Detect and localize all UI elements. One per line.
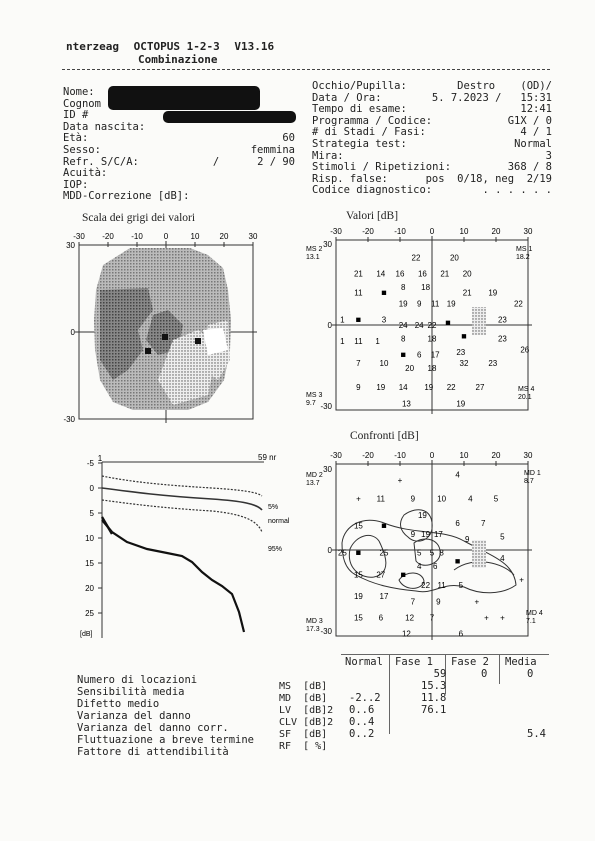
x-tick-label: 30: [248, 232, 258, 241]
patient-label: MDD-Correzione [dB]:: [63, 190, 190, 203]
compare-point: +: [519, 575, 524, 585]
exam-row: [312, 92, 552, 104]
bebie-tick: 10: [85, 534, 94, 543]
compare-point: 7: [410, 597, 416, 607]
value-point: 21: [462, 288, 472, 298]
indices-codes: [279, 681, 333, 753]
compare-point: 17: [433, 529, 443, 539]
compare-point: 17: [379, 591, 389, 601]
index-fase2-cell: [481, 680, 487, 692]
x-tick-label: 20: [491, 451, 501, 460]
compare-point: 6: [458, 629, 464, 639]
compare-point: ■: [381, 520, 387, 531]
compare-point: 12: [401, 629, 411, 639]
value-point: 21: [440, 269, 450, 279]
compare-point: 19: [417, 510, 427, 520]
x-tick-label: 10: [459, 451, 469, 460]
col-fase1: [421, 668, 446, 752]
x-tick-label: 0: [429, 227, 435, 236]
compare-point: 9: [410, 494, 416, 504]
header-fase2: Fase 2: [451, 656, 489, 668]
patient-value: 60: [282, 132, 295, 145]
corner-value: 7.1: [526, 618, 536, 625]
value-point: 14: [398, 383, 408, 393]
index-fase2-cell: [481, 728, 487, 740]
value-point: 23: [497, 315, 507, 325]
value-point: 6: [416, 350, 422, 360]
bebie-5pct: 5%: [268, 504, 279, 511]
compare-point: 7: [480, 519, 486, 528]
value-point: 19: [488, 288, 498, 298]
grayscale-field: [94, 248, 231, 410]
exam-label: Risp. false:: [312, 172, 388, 185]
values-title: Valori [dB]: [346, 210, 399, 222]
value-point: 11: [354, 337, 363, 347]
index-name: Fluttuazione a breve termine: [77, 734, 255, 746]
compare-point: 4: [500, 554, 505, 564]
col-media: [527, 668, 546, 752]
exam-row: [312, 173, 552, 185]
exam-value: 3: [545, 149, 552, 162]
bebie-top-right: 59 nr: [258, 453, 277, 462]
header-fase1: Fase 1: [395, 656, 433, 668]
corner-label: MD 4: [526, 610, 543, 617]
value-point: 1: [375, 337, 380, 347]
exam-label: Stimoli / Ripetizioni:: [312, 161, 452, 174]
value-point: 19: [424, 383, 434, 393]
bebie-patient-curve: [102, 520, 244, 632]
patient-row: [63, 179, 295, 191]
corner-label: MD 3: [306, 618, 323, 625]
index-fase1-cell: 59: [433, 668, 447, 680]
header-divider: [62, 69, 550, 70]
value-point: 22: [427, 321, 437, 330]
x-tick-label: 10: [459, 227, 469, 236]
index-name: Numero di locazioni: [77, 674, 198, 686]
compare-point: 5: [500, 532, 505, 542]
mode-label: Combinazione: [138, 53, 218, 66]
index-media-cell: [527, 716, 546, 728]
value-point: 24: [398, 321, 408, 330]
value-point: 13: [401, 399, 411, 409]
value-point: 26: [520, 345, 530, 355]
x-tick-label: -30: [330, 227, 342, 236]
value-point: 24: [414, 321, 424, 330]
value-point: ■: [461, 330, 467, 341]
corner-label: MD 1: [524, 470, 541, 477]
patient-label: Età:: [63, 132, 89, 145]
corner-value: 13.1: [306, 254, 320, 261]
compare-point: +: [474, 597, 480, 607]
index-code: LV [dB]2: [279, 705, 334, 716]
x-tick-label: 20: [219, 232, 229, 241]
patient-label: Data nascita:: [63, 120, 146, 133]
value-point: ■: [400, 349, 406, 360]
bebie-tick: 20: [85, 584, 94, 593]
compare-points: [338, 470, 524, 638]
compare-point: 22: [421, 581, 431, 591]
compare-point: 4: [416, 562, 422, 572]
index-normal-cell: 0..6: [349, 704, 375, 716]
value-point: 19: [398, 299, 408, 309]
index-fase1-cell: [421, 716, 446, 728]
col-normal: [349, 668, 381, 752]
x-tick-label: -20: [362, 451, 374, 460]
value-point: 19: [456, 399, 466, 409]
value-point: 3: [381, 315, 387, 325]
compare-point: 11: [376, 494, 385, 504]
bebie-ylabel: [dB]: [80, 631, 93, 638]
value-point: 18: [427, 334, 437, 344]
corner-value: 13.7: [306, 480, 320, 487]
value-point: 19: [376, 383, 386, 393]
index-code: MD [dB]: [279, 693, 328, 704]
index-fase2-cell: [481, 704, 487, 716]
index-media-cell: [527, 740, 546, 752]
value-point: 32: [459, 358, 469, 368]
compare-point: 9: [464, 535, 470, 545]
compare-point: 19: [353, 591, 363, 601]
exam-value: G1X / 0: [507, 114, 552, 127]
exam-value: 4 / 1: [520, 126, 552, 139]
indices-names: [77, 674, 254, 758]
value-point: ■: [381, 287, 387, 298]
compare-point: 5: [416, 548, 422, 558]
corner-label: MS 1: [516, 246, 533, 253]
index-normal-cell: -2..2: [349, 692, 381, 704]
header-media: Media: [505, 656, 537, 668]
y-tick-label: 30: [323, 465, 332, 474]
value-point: 18: [427, 364, 437, 374]
x-tick-label: 0: [429, 451, 435, 460]
exam-value: . . . . . .: [482, 184, 552, 197]
exam-value: 12:41: [520, 103, 552, 116]
compare-point: 27: [376, 570, 386, 580]
compare-point: 5: [493, 494, 499, 504]
exam-value: 5. 7.2023 / 15:31: [431, 91, 552, 104]
values-points: [340, 254, 530, 409]
compare-point: 19: [421, 529, 431, 539]
values-map: [304, 225, 554, 420]
exam-label: Occhio/Pupilla:: [312, 80, 407, 92]
index-name: Difetto medio: [77, 698, 160, 710]
exam-value: Normal: [514, 137, 552, 150]
compare-point: 5: [458, 581, 464, 591]
x-tick-label: 20: [491, 227, 501, 236]
bebie-tick: 25: [85, 609, 94, 618]
bebie-curve-chart: [72, 452, 297, 642]
index-normal-cell: 0..2: [349, 728, 375, 740]
compare-point: 25: [379, 548, 389, 558]
product-name: OCTOPUS 1-2-3: [133, 40, 220, 53]
exam-value: pos 0/18, neg 2/19: [425, 172, 552, 185]
indices-table: [341, 654, 549, 789]
corner-value: 20.1: [518, 394, 532, 401]
compare-point: ■: [355, 547, 362, 558]
index-code: CLV [dB]2: [279, 717, 334, 728]
exam-label: Tempo di esame:: [312, 103, 407, 116]
value-point: 23: [488, 358, 498, 368]
compare-point: 6: [378, 613, 384, 623]
x-tick-label: -30: [73, 232, 85, 241]
exam-label: Mira:: [312, 149, 344, 162]
index-fase2-cell: [481, 716, 487, 728]
y-tick-label: 0: [327, 321, 332, 330]
index-media-cell: [527, 680, 546, 692]
compare-point: ■: [400, 569, 406, 580]
x-tick-label: -10: [394, 227, 406, 236]
index-fase1-cell: [421, 728, 446, 740]
value-point: 18: [421, 283, 431, 293]
compare-point: +: [500, 613, 505, 623]
index-normal-cell: [349, 740, 381, 752]
value-point: 27: [475, 383, 485, 393]
x-tick-label: 30: [523, 227, 533, 236]
corner-label: MS 4: [518, 386, 535, 393]
value-point: 10: [379, 358, 389, 368]
index-fase1-cell: 15.3: [421, 680, 447, 692]
value-point: 8: [400, 283, 406, 293]
index-normal-cell: [349, 668, 381, 680]
index-name: Varianza del danno: [77, 710, 191, 722]
x-tick-label: -10: [394, 451, 406, 460]
col-fase2: [481, 668, 487, 752]
compare-point: +: [397, 475, 403, 485]
exam-value: Destro (OD)/: [457, 80, 552, 92]
grayscale-map: [58, 230, 273, 425]
value-point: 1: [340, 315, 345, 325]
index-fase1-cell: [421, 740, 446, 752]
x-tick-label: -10: [131, 232, 143, 241]
compare-point: +: [356, 494, 361, 504]
redacted-id: [163, 111, 296, 123]
exam-value: 368 / 8: [507, 161, 552, 174]
value-point: ■: [445, 317, 451, 328]
corner-label: MS 2: [306, 246, 323, 253]
value-point: 22: [411, 253, 421, 263]
index-normal-cell: [349, 680, 381, 692]
compare-point: ■: [454, 555, 461, 566]
x-tick-label: -20: [362, 227, 374, 236]
patient-label: Refr. S/C/A:: [63, 155, 139, 168]
value-point: 22: [513, 299, 523, 309]
brand-name: nterzeag: [66, 40, 119, 53]
bebie-upper-band: [102, 476, 262, 496]
exam-row: [312, 184, 552, 196]
compare-point: +: [484, 613, 489, 623]
bebie-normal-curve: [102, 488, 262, 510]
x-tick-label: 30: [523, 451, 533, 460]
compare-point: 4: [468, 494, 473, 504]
value-point: 20: [449, 253, 459, 263]
value-point: 7: [356, 358, 361, 368]
value-point: 21: [353, 269, 363, 279]
value-point: 9: [416, 299, 422, 309]
index-fase2-cell: [481, 692, 487, 704]
value-point: ■: [355, 314, 362, 325]
corner-value: 17.3: [306, 626, 320, 633]
corner-value: 18.2: [516, 254, 530, 261]
x-tick-label: 0: [163, 232, 169, 241]
exam-info: [312, 80, 552, 196]
compare-point: 6: [455, 519, 460, 528]
value-point: 23: [456, 348, 466, 357]
value-point: 9: [356, 383, 361, 393]
compare-point: 11: [437, 581, 446, 591]
grayscale-title: Scala dei grigi dei valori: [82, 212, 196, 224]
exam-label: Programma / Codice:: [312, 114, 433, 127]
bebie-tick: 5: [89, 509, 94, 518]
value-point: 22: [446, 383, 456, 393]
y-tick-label: -30: [320, 402, 332, 411]
patient-label: Cognom: [63, 97, 101, 110]
index-name: Fattore di attendibilità: [77, 746, 229, 758]
patient-label: Acuità:: [63, 167, 108, 180]
patient-row: [63, 167, 295, 179]
index-code: MS [dB]: [279, 681, 328, 692]
compare-point: 6: [432, 562, 438, 572]
exam-row: [312, 80, 552, 92]
bebie-normal: normal: [268, 518, 290, 525]
exam-row: [312, 126, 552, 138]
compare-point: 15: [353, 570, 363, 580]
compare-point: 15: [353, 613, 363, 623]
exam-label: Codice diagnostico:: [312, 184, 433, 197]
y-tick-label: -30: [320, 627, 332, 636]
value-point: 11: [431, 299, 440, 309]
value-point: 20: [462, 269, 472, 279]
x-tick-label: 10: [190, 232, 200, 241]
x-tick-label: -20: [102, 232, 114, 241]
bebie-tick: 0: [89, 484, 94, 493]
index-media-cell: 0: [527, 668, 534, 680]
exam-label: Strategia test:: [312, 137, 407, 150]
exam-label: Data / Ora:: [312, 91, 382, 104]
bebie-lower-band: [102, 500, 262, 532]
exam-row: [312, 103, 552, 115]
value-point: 14: [376, 269, 386, 279]
compare-point: 5: [429, 548, 435, 558]
bebie-95pct: 95%: [268, 546, 283, 553]
exam-row: [312, 138, 552, 150]
value-point: 19: [446, 299, 456, 309]
index-media-cell: 5.4: [527, 728, 546, 740]
redacted-name: [108, 86, 260, 110]
bebie-tick: 15: [85, 559, 94, 568]
bebie-top-left: 1: [97, 454, 103, 463]
compare-point: 12: [405, 613, 415, 623]
corner-label: MD 2: [306, 472, 323, 479]
exam-label: # di Stadi / Fasi:: [312, 126, 426, 139]
index-fase2-cell: [481, 740, 487, 752]
compare-point: 10: [437, 494, 447, 504]
value-point: 17: [430, 350, 440, 360]
index-fase1-cell: 76.1: [421, 704, 447, 716]
compare-point: 9: [410, 529, 416, 539]
index-media-cell: [527, 692, 546, 704]
y-tick-label: 0: [70, 328, 75, 337]
value-point: 16: [395, 269, 405, 279]
value-point: 8: [400, 334, 406, 344]
index-normal-cell: 0..4: [349, 716, 375, 728]
compare-point: 15: [353, 521, 363, 531]
corner-label: MS 3: [306, 392, 323, 399]
index-fase2-cell: 0: [481, 668, 488, 680]
compare-point: 4: [455, 470, 460, 480]
patient-label: Nome:: [63, 86, 95, 98]
y-tick-label: 30: [323, 240, 332, 249]
patient-label: IOP:: [63, 178, 89, 191]
header-normal: Normal: [345, 656, 383, 668]
index-code: RF [ %]: [279, 741, 328, 752]
value-point: 1: [340, 337, 345, 347]
compare-map: [304, 445, 554, 645]
compare-point: 9: [436, 597, 441, 607]
compare-point: 8: [439, 548, 444, 558]
index-code: SF [dB]: [279, 729, 328, 740]
patient-row: [63, 190, 295, 202]
index-fase1-cell: 11.8: [421, 692, 447, 704]
value-point: 16: [417, 269, 427, 279]
brand-line: [66, 40, 274, 53]
index-name: Varianza del danno corr.: [77, 722, 229, 734]
corner-value: 9.7: [306, 400, 316, 407]
y-tick-label: -30: [63, 415, 75, 424]
exam-row: [312, 161, 552, 173]
x-tick-label: -30: [330, 451, 342, 460]
index-media-cell: [527, 704, 546, 716]
compare-point: 7: [429, 613, 435, 623]
version-label: V13.16: [234, 40, 275, 53]
patient-value: femmina: [250, 143, 295, 156]
compare-title: Confronti [dB]: [350, 430, 419, 442]
patient-row: [63, 132, 295, 144]
patient-label: Sesso:: [63, 143, 101, 156]
compare-point: 25: [337, 548, 347, 558]
y-tick-label: 0: [327, 546, 332, 555]
exam-row: [312, 150, 552, 162]
bebie-tick: -5: [86, 459, 94, 468]
index-name: Sensibilità media: [77, 686, 185, 698]
exam-row: [312, 115, 552, 127]
blind-spot: [472, 307, 486, 335]
value-point: 11: [354, 288, 363, 298]
y-tick-label: 30: [66, 241, 75, 250]
compare-blind-spot: [472, 540, 486, 568]
value-point: 23: [497, 334, 507, 344]
patient-row: [63, 144, 295, 156]
corner-value: 8.7: [524, 478, 534, 485]
patient-row: [63, 156, 295, 168]
patient-value: / 2 / 90: [212, 155, 295, 168]
patient-label: ID #: [63, 109, 89, 122]
value-point: 20: [405, 364, 415, 374]
